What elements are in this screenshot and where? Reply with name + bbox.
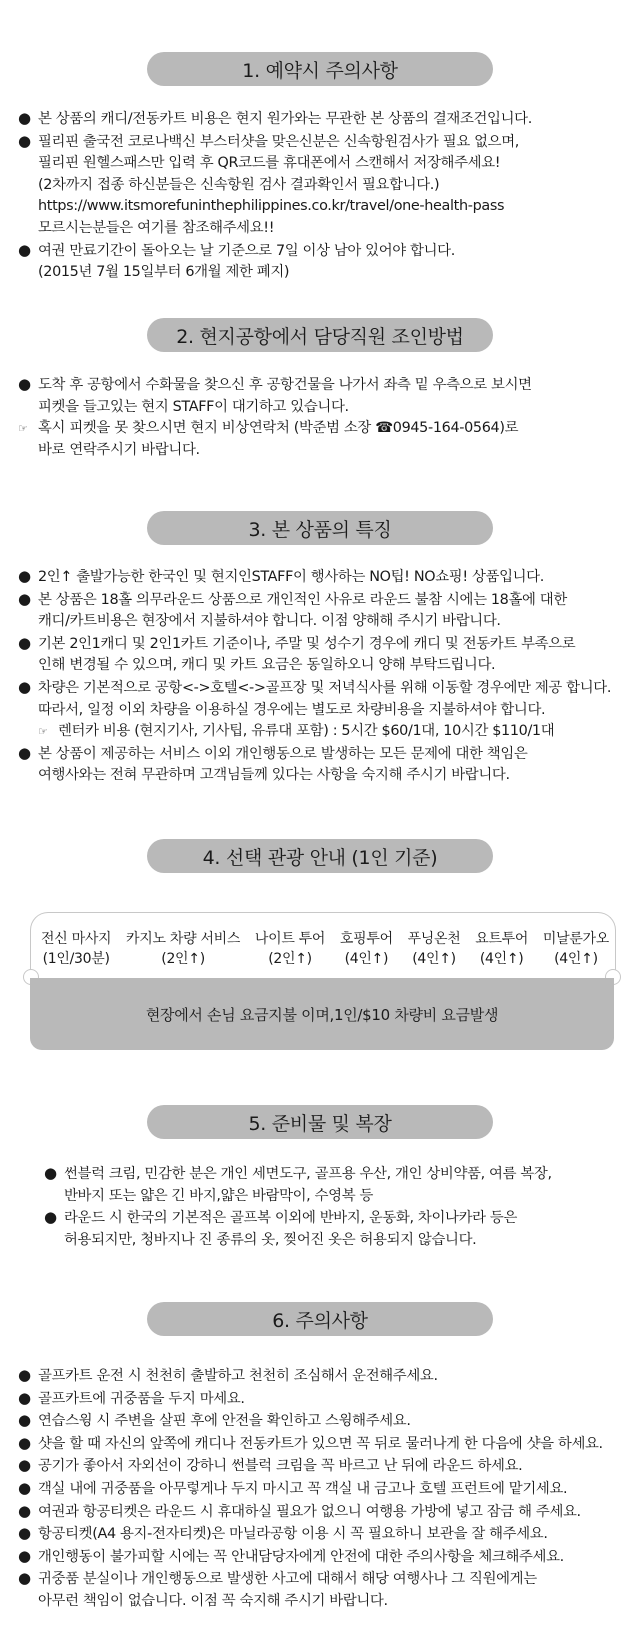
section-1-title: 1. 예약시 주의사항 — [147, 52, 493, 86]
line-text: 샷을 할 때 자신의 앞쪽에 캐디나 전동카트가 있으면 꼭 뒤로 물러나게 한 다음에 샷을 하세요. — [38, 1435, 603, 1452]
line-text: 따라서, 일정 이외 차량을 이용하실 경우에는 별도로 차량비용을 지불하셔야 합니다. — [38, 701, 546, 718]
text-line — [18, 743, 628, 766]
text-line — [18, 374, 628, 397]
line-text: 본 상품은 18홀 의무라운드 상품으로 개인적인 사유로 라운드 불참 시에는 18홀에 대한 — [38, 591, 567, 608]
text-line — [18, 131, 628, 154]
text-line — [18, 1523, 628, 1546]
text-line — [18, 633, 628, 656]
bullet-icon: ● — [44, 1208, 57, 1227]
line-text: 개인행동이 불가피할 시에는 꼭 안내담당자에게 안전에 대한 주의사항을 체크해주세요. — [38, 1548, 564, 1565]
line-text: 공기가 좋아서 자외선이 강하니 썬블럭 크림을 꼭 바르고 난 뒤에 라운드 하세요. — [38, 1458, 523, 1475]
section-4-title: 4. 선택 관광 안내 (1인 기준) — [147, 839, 493, 873]
line-text: https://www.itsmorefuninthephilippines.co.kr/travel/one-health-pass — [38, 198, 505, 215]
text-line — [18, 1568, 628, 1591]
optional-tour-item — [41, 929, 111, 969]
section-5-title: 5. 준비물 및 복장 — [147, 1105, 493, 1139]
optional-tour-item — [408, 929, 461, 969]
tour-name: 전신 마사지 — [41, 931, 112, 947]
bullet-icon: ● — [18, 1456, 31, 1475]
line-text: 인해 변경될 수 있으며, 캐디 및 카트 요금은 동일하오니 양해 부탁드립니다. — [38, 657, 496, 674]
text-line — [18, 721, 628, 743]
line-text: 귀중품 분실이나 개인행동으로 발생한 사고에 대해서 해당 여행사나 그 직원에게는 — [38, 1571, 537, 1588]
line-text: 모르시는분들은 여기를 참조해주세요!! — [38, 219, 275, 236]
tour-condition: (4인↑) — [479, 951, 524, 967]
line-text: 혹시 피켓을 못 찾으시면 현지 비상연락처 (박준범 소장 ☎0945-164-0564)로 — [38, 420, 519, 437]
bullet-icon: ● — [18, 1524, 31, 1543]
bullet-icon: ● — [18, 1411, 31, 1430]
line-text: 객실 내에 귀중품을 아무렇게나 두지 마시고 꼭 객실 내 금고나 호텔 프런트에 맡기세요. — [38, 1480, 568, 1497]
optional-tour-item — [255, 929, 325, 969]
section-6-title: 6. 주의사항 — [147, 1302, 493, 1336]
text-line — [18, 655, 628, 677]
pointing-hand-icon: ☞ — [18, 422, 28, 436]
text-line — [18, 218, 628, 240]
tour-condition: (4인↑) — [344, 951, 389, 967]
bullet-icon: ● — [18, 589, 31, 608]
line-text: 골프카트에 귀중품을 두지 마세요. — [38, 1390, 245, 1407]
tour-name: 푸닝온천 — [407, 931, 461, 947]
text-line — [44, 1163, 640, 1186]
line-text: 골프카트 운전 시 천천히 출발하고 천천히 조심해서 운전해주세요. — [38, 1368, 438, 1384]
bullet-icon: ● — [18, 1478, 31, 1497]
text-line — [18, 1546, 628, 1569]
bullet-icon: ● — [18, 1546, 31, 1565]
text-line — [18, 1501, 628, 1524]
bullet-icon: ● — [18, 633, 31, 652]
line-text: 피켓을 들고있는 현지 STAFF이 대기하고 있습니다. — [38, 398, 349, 415]
line-text: 연습스윙 시 주변을 살핀 후에 안전을 확인하고 스윙해주세요. — [38, 1413, 411, 1430]
text-line — [18, 397, 628, 419]
bullet-icon: ● — [18, 743, 31, 762]
line-text: 본 상품이 제공하는 서비스 이외 개인행동으로 발생하는 모든 문제에 대한 책임은 — [38, 745, 528, 762]
tour-name: 호핑투어 — [339, 931, 393, 947]
bullet-icon: ● — [18, 1501, 31, 1520]
text-line — [18, 1433, 628, 1456]
section-3-body — [18, 566, 628, 787]
bullet-icon: ● — [18, 1433, 31, 1452]
line-text: 아무런 책임이 없습니다. 이점 꼭 숙지해 주시기 바랍니다. — [38, 1592, 388, 1609]
text-line — [44, 1207, 640, 1230]
text-line — [18, 1478, 628, 1501]
optional-tour-card — [30, 912, 616, 979]
section-6-body — [18, 1365, 628, 1613]
text-line — [18, 418, 628, 440]
bullet-icon: ● — [44, 1164, 57, 1182]
line-text: 도착 후 공항에서 수화물을 찾으신 후 공항건물을 나가서 좌측 밑 우측으로 보시면 — [38, 377, 532, 393]
text-line — [18, 1591, 628, 1613]
tour-condition: (4인↑) — [554, 951, 598, 967]
line-text: 렌터카 비용 (현지기사, 기사팁, 유류대 포함) : 5시간 $60/1대, 10시간 $110/1대 — [58, 723, 555, 740]
line-text: (2차까지 접종 하신분들은 신속항원 검사 결과확인서 필요합니다.) — [38, 176, 440, 193]
section-3-title: 3. 본 상품의 특징 — [147, 511, 493, 545]
text-line — [18, 566, 628, 589]
tour-name: 미날룬가오 — [542, 931, 609, 947]
line-text: 바로 연락주시기 바랍니다. — [38, 441, 200, 458]
optional-tour-item — [126, 929, 240, 969]
text-line — [18, 1455, 628, 1478]
section-5-body — [44, 1163, 640, 1251]
text-line — [18, 1410, 628, 1433]
line-text: 캐디/카트비용은 현장에서 지불하셔야 합니다. 이점 양해해 주시기 바랍니다. — [38, 613, 501, 630]
line-text: 필리핀 원헬스패스만 입력 후 QR코드를 휴대폰에서 스캔해서 저장해주세요! — [38, 155, 501, 172]
tour-name: 카지노 차량 서비스 — [126, 931, 241, 947]
bullet-icon: ● — [18, 240, 31, 259]
text-line — [18, 108, 628, 131]
text-line — [18, 153, 628, 175]
line-text: 라운드 시 한국의 기본적은 골프복 이외에 반바지, 운동화, 차이나카라 등은 — [64, 1210, 518, 1227]
line-text: 여행사와는 전혀 무관하며 고객님들께 있다는 사항을 숙지해 주시기 바랍니다. — [38, 767, 510, 784]
text-line — [18, 611, 628, 633]
line-text: (2015년 7월 15일부터 6개월 제한 폐지) — [38, 264, 290, 281]
text-line — [18, 1388, 628, 1411]
optional-tour-item — [340, 929, 393, 969]
tour-condition: (2인↑) — [161, 951, 205, 967]
section-1-body — [18, 108, 628, 284]
optional-tour-item — [475, 929, 528, 969]
tour-condition: (1인/30분) — [42, 951, 110, 967]
bullet-icon: ● — [18, 109, 31, 127]
text-line — [18, 677, 628, 700]
line-text: 기본 2인1캐디 및 2인1카트 기준이나, 주말 및 성수기 경우에 캐디 및 전동카트 부족으로 — [38, 635, 576, 652]
optional-tour-list — [31, 913, 615, 969]
tour-name: 나이트 투어 — [254, 931, 326, 947]
bullet-icon: ● — [18, 567, 31, 585]
text-line — [18, 175, 628, 197]
bullet-icon: ● — [18, 1388, 31, 1407]
text-line — [18, 196, 628, 218]
text-line — [44, 1186, 640, 1208]
text-line — [18, 262, 628, 284]
tour-name: 요트투어 — [475, 931, 529, 947]
tour-fee-notice: 현장에서 손님 요금지불 이며,1인/$10 차량비 요금발생 — [30, 978, 614, 1050]
line-text: 차량은 기본적으로 공항<->호텔<->골프장 및 저녁식사를 위해 이동할 경우에만 제공 합니다. — [38, 679, 612, 696]
line-text: 여권과 항공티켓은 라운드 시 휴대하실 필요가 없으니 여행용 가방에 넣고 잠금 해 주세요. — [38, 1503, 581, 1520]
line-text: 2인↑ 출발가능한 한국인 및 현지인STAFF이 행사하는 NO팁! NO쇼핑! 상품입니다. — [38, 569, 544, 585]
line-text: 반바지 또는 얇은 긴 바지,얇은 바람막이, 수영복 등 — [64, 1187, 374, 1204]
section-2-body — [18, 374, 628, 461]
line-text: 여권 만료기간이 돌아오는 날 기준으로 7일 이상 남아 있어야 합니다. — [38, 242, 455, 259]
optional-tour-item — [543, 929, 609, 969]
line-text: 필리핀 출국전 코로나백신 부스터샷을 맞은신분은 신속항원검사가 필요 없으며, — [38, 133, 519, 150]
text-line — [18, 589, 628, 612]
bullet-icon: ● — [18, 1569, 31, 1588]
line-text: 항공티켓(A4 용지-전자티켓)은 마닐라공항 이용 시 꼭 필요하니 보관을 잘 해주세요. — [38, 1526, 548, 1543]
pointing-hand-icon: ☞ — [38, 725, 48, 739]
bullet-icon: ● — [18, 131, 31, 150]
text-line — [44, 1230, 640, 1252]
bullet-icon: ● — [18, 1366, 31, 1384]
text-line — [18, 700, 628, 722]
text-line — [18, 240, 628, 263]
line-text: 썬블럭 크림, 민감한 분은 개인 세면도구, 골프용 우산, 개인 상비약품, 여름 복장, — [64, 1166, 552, 1182]
tour-condition: (4인↑) — [412, 951, 456, 967]
line-text: 허용되지만, 청바지나 진 종류의 옷, 찢어진 옷은 허용되지 않습니다. — [64, 1231, 477, 1248]
section-2-title: 2. 현지공항에서 담당직원 조인방법 — [147, 318, 493, 352]
tour-condition: (2인↑) — [268, 951, 312, 967]
text-line — [18, 765, 628, 787]
line-text: 본 상품의 캐디/전동카트 비용은 현지 원가와는 무관한 본 상품의 결재조건입니다. — [38, 111, 532, 127]
text-line — [18, 1365, 628, 1388]
bullet-icon: ● — [18, 375, 31, 393]
text-line — [18, 440, 628, 462]
bullet-icon: ● — [18, 677, 31, 696]
